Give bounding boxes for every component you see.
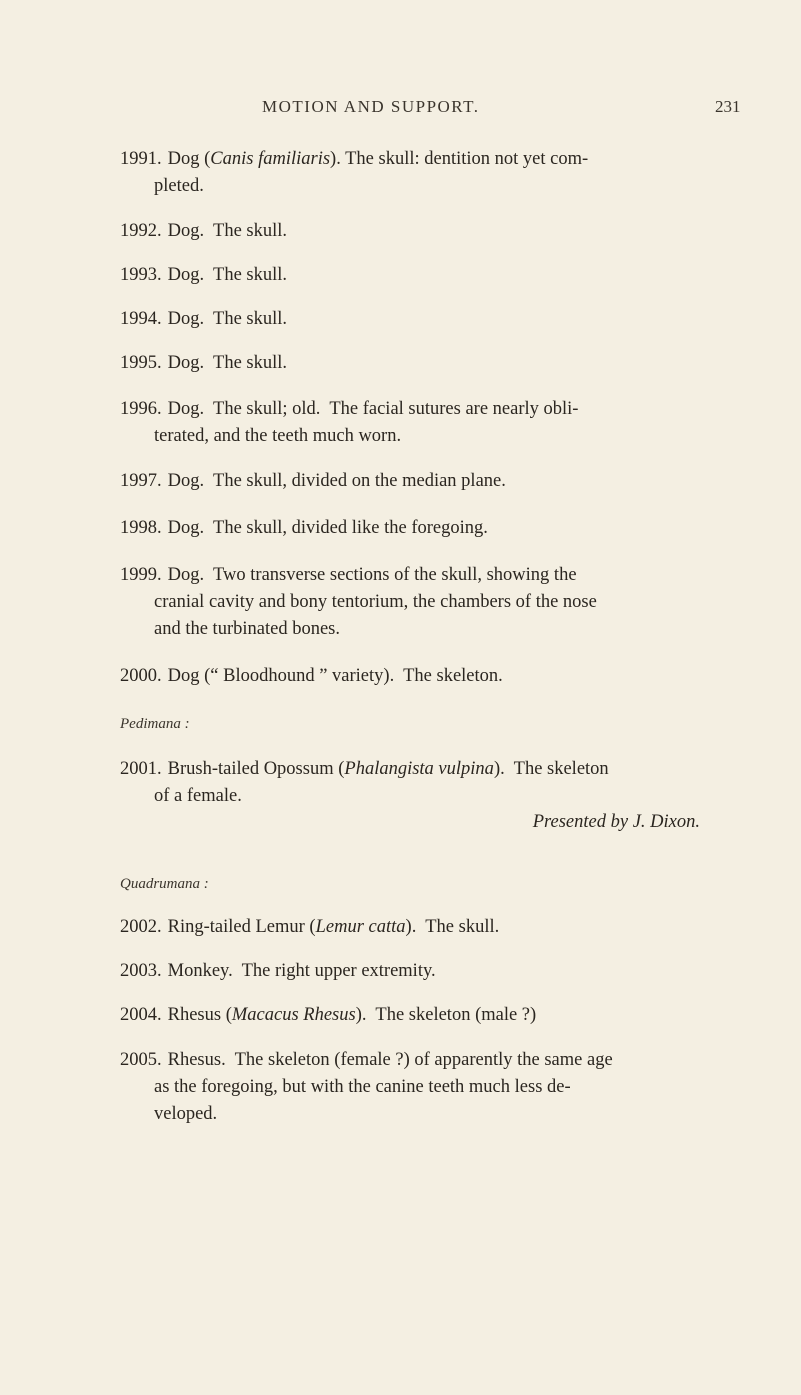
entry-number: 2004. bbox=[120, 1005, 162, 1025]
species-name: Phalangista vulpina bbox=[344, 759, 494, 779]
catalogue-entry-1996: 1996. Dog. The skull; old. The facial sutures are nearly obli- terated, and the teeth much worn. bbox=[120, 399, 579, 446]
running-title: MOTION AND SUPPORT. bbox=[262, 97, 480, 116]
catalogue-entry-2000: 2000. Dog (“ Bloodhound ” variety). The skeleton. bbox=[120, 666, 503, 686]
entry-number: 1994. bbox=[120, 309, 162, 329]
catalogue-entry-1993: 1993. Dog. The skull. bbox=[120, 265, 288, 285]
entry-number: 1999. bbox=[120, 565, 162, 585]
species-name: Macacus Rhesus bbox=[231, 1005, 356, 1025]
catalogue-entry-2001: 2001. Brush-tailed Opossum (Phalangista vulpina). The skeleton of a female. bbox=[120, 759, 609, 806]
entry-number: 1991. bbox=[120, 149, 162, 169]
catalogue-entry-2002: 2002. Ring-tailed Lemur (Lemur catta). The skull. bbox=[120, 917, 500, 937]
entry-number: 1995. bbox=[120, 353, 162, 373]
catalogue-entry-1998: 1998. Dog. The skull, divided like the foregoing. bbox=[120, 518, 488, 538]
species-name: Canis familiaris bbox=[210, 149, 331, 169]
catalogue-entry-1992: 1992. Dog. The skull. bbox=[120, 221, 288, 241]
catalogue-entry-1994: 1994. Dog. The skull. bbox=[120, 309, 288, 329]
entry-number: 1992. bbox=[120, 221, 162, 241]
section-heading-quadrumana: Quadrumana : bbox=[120, 876, 209, 892]
catalogue-entry-1999: 1999. Dog. Two transverse sections of the skull, showing the cranial cavity and bony tentorium, the chambers of the nose and the turbinated bones. bbox=[120, 565, 597, 639]
entry-number: 1996. bbox=[120, 399, 162, 419]
donor-credit: Presented by J. Dixon. bbox=[532, 812, 700, 832]
catalogue-entry-2004: 2004. Rhesus (Macacus Rhesus). The skeleton (male ?) bbox=[120, 1005, 537, 1025]
page-header bbox=[0, 97, 801, 121]
entry-number: 2001. bbox=[120, 759, 162, 779]
entry-number: 1997. bbox=[120, 471, 162, 491]
section-heading-pedimana: Pedimana : bbox=[120, 716, 190, 732]
page-number: 231 bbox=[715, 97, 741, 116]
catalogue-entry-2005: 2005. Rhesus. The skeleton (female ?) of apparently the same age as the foregoing, but with the canine teeth much less de- veloped. bbox=[120, 1050, 613, 1124]
catalogue-entry-2003: 2003. Monkey. The right upper extremity. bbox=[120, 961, 436, 981]
entry-number: 2002. bbox=[120, 917, 162, 937]
catalogue-entry-1995: 1995. Dog. The skull. bbox=[120, 353, 288, 373]
entry-number: 2005. bbox=[120, 1050, 162, 1070]
catalogue-entry-1997: 1997. Dog. The skull, divided on the median plane. bbox=[120, 471, 506, 491]
entry-number: 1993. bbox=[120, 265, 162, 285]
catalogue-entry-1991: 1991. Dog (Canis familiaris). The skull: dentition not yet com- pleted. bbox=[120, 149, 589, 196]
entry-number: 2003. bbox=[120, 961, 162, 981]
entry-number: 2000. bbox=[120, 666, 162, 686]
species-name: Lemur catta bbox=[315, 917, 406, 937]
entry-number: 1998. bbox=[120, 518, 162, 538]
